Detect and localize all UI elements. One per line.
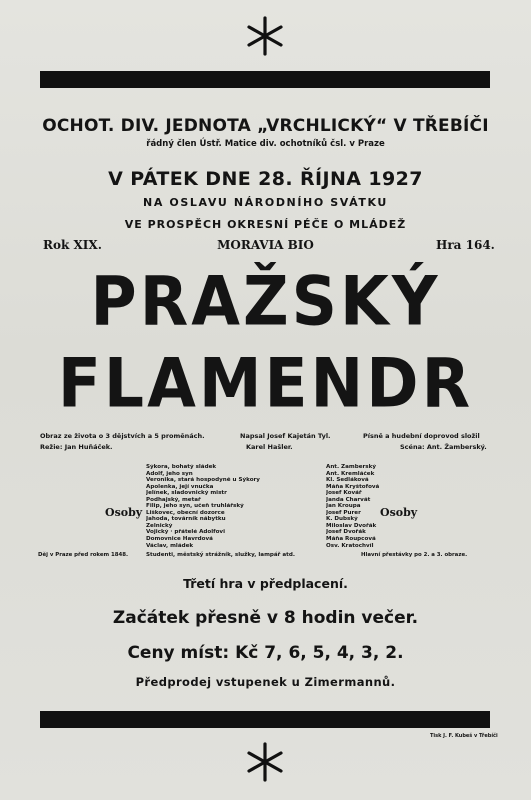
play-description: Obraz ze života o 3 dějstvích a 5 proměnách. bbox=[40, 432, 205, 440]
cast-actor: Máňa Kryštofová bbox=[326, 483, 380, 490]
composer-credit: Karel Hašler. bbox=[246, 443, 293, 451]
play-author: Napsal Josef Kajetán Tyl. bbox=[240, 432, 331, 440]
cast-actor: Osv. Kratochvíl bbox=[326, 542, 374, 549]
cast-role: Adolf, jeho syn bbox=[146, 470, 193, 477]
director-credit: Režie: Jan Huňáček. bbox=[40, 443, 113, 451]
start-time: Začátek přesně v 8 hodin večer. bbox=[112, 608, 419, 628]
cast-actor: Ant. Žamberský bbox=[326, 464, 376, 470]
cast-role: Liškovec, obecní dozorce bbox=[146, 509, 225, 516]
event-date: V PÁTEK DNE 28. ŘÍJNA 1927 bbox=[108, 168, 423, 190]
cast-role: Domovnice Havrdová bbox=[146, 536, 213, 543]
music-credit: Písně a hudební doprovod složil bbox=[363, 432, 480, 440]
cast-row bbox=[146, 543, 406, 550]
event-benefit: VE PROSPĚCH OKRESNÍ PÉČE O MLÁDEŽ bbox=[124, 218, 407, 231]
presale-info: Předprodej vstupenek u Zimermannů. bbox=[135, 675, 396, 689]
cast-role: Veronika, stará hospodyně u Sýkory bbox=[146, 477, 260, 484]
cast-role: Václav, mládek bbox=[146, 542, 194, 549]
cast-role: Filip, jeho syn, učeň truhlářský bbox=[146, 503, 244, 510]
cast-list bbox=[146, 464, 406, 549]
cast-actor: Josef Kovář bbox=[326, 490, 362, 497]
asterisk-ornament-top bbox=[245, 16, 285, 56]
bottom-black-bar bbox=[40, 711, 490, 728]
play-title-line2: FLAMENDR bbox=[57, 344, 474, 423]
cast-heading-right: Osoby bbox=[380, 506, 418, 519]
cast-role: Podhajský, metař bbox=[146, 496, 201, 503]
cast-actor: Jan Kroupa bbox=[326, 503, 361, 510]
stage-credit: Scéna: Ant. Žamberský. bbox=[400, 443, 487, 451]
top-black-bar bbox=[40, 71, 490, 88]
cast-actor: K. Dubský bbox=[326, 516, 358, 523]
cast-actor: Máňa Roupcová bbox=[326, 536, 376, 543]
asterisk-ornament-bottom bbox=[245, 742, 285, 782]
play-number: Hra 164. bbox=[436, 238, 495, 252]
subscription-note: Třetí hra v předplacení. bbox=[183, 576, 348, 591]
play-setting: Děj v Praze před rokem 1848. bbox=[38, 552, 129, 558]
cast-role: Jahoda, továrník nábytku bbox=[146, 516, 226, 523]
event-occasion: NA OSLAVU NÁRODNÍHO SVÁTKU bbox=[143, 196, 388, 209]
cast-actor: Josef Dvořák bbox=[326, 529, 366, 536]
organization-name: OCHOT. DIV. JEDNOTA „VRCHLICKÝ“ V TŘEBÍČI bbox=[42, 116, 489, 136]
cast-actor: Josef Purer bbox=[326, 509, 361, 516]
cast-actor: Ant. Kremláček bbox=[326, 470, 375, 477]
venue-name: MORAVIA BIO bbox=[217, 238, 314, 252]
intermissions-note: Hlavní přestávky po 2. a 3. obraze. bbox=[361, 552, 468, 558]
play-title-line1: PRAŽSKÝ bbox=[90, 262, 441, 341]
cast-heading-left: Osoby bbox=[105, 506, 143, 519]
printer-imprint: Tisk J. F. Kubeš v Třebíči bbox=[430, 733, 498, 739]
cast-role: Jelínek, sladovnický mistr bbox=[146, 490, 227, 497]
cast-role: Vojický · přátelé Adolfovi bbox=[146, 529, 226, 536]
cast-extras: Studenti, městský strážník, služky, lampář atd. bbox=[146, 552, 295, 558]
year-label: Rok XIX. bbox=[43, 238, 102, 252]
cast-actor: Miloslav Dvořák bbox=[326, 522, 377, 529]
cast-role: Zelnický bbox=[146, 522, 173, 529]
ticket-prices: Ceny míst: Kč 7, 6, 5, 4, 3, 2. bbox=[127, 643, 404, 663]
membership-line: řádný člen Ústř. Matice div. ochotníků čsl. v Praze bbox=[146, 139, 385, 149]
cast-role: Sýkora, bohatý sládek bbox=[146, 464, 217, 470]
cast-actor: Janda Charvát bbox=[326, 496, 371, 503]
cast-role: Apolenka, její vnučka bbox=[146, 483, 214, 490]
cast-actor: Kl. Sedláková bbox=[326, 477, 369, 484]
